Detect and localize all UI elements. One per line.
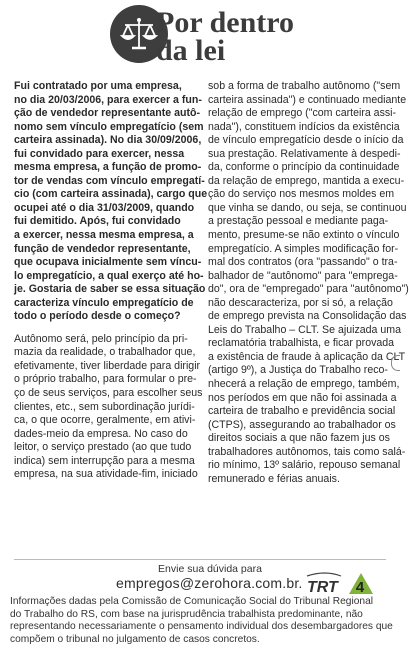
answer-line: nhecerá a relação de emprego, também,: [208, 378, 400, 391]
answer-line: sua prestação. Relativamente à despedi-: [208, 147, 401, 160]
answer-line: a prestação pessoal e mediante paga-: [208, 215, 389, 228]
answer-line: do", ora de "empregado" para "autônomo"): [208, 283, 409, 296]
answer-line: da relação de emprego, mantida a execu-: [208, 174, 405, 187]
question-line: fui convidado para exercer, nessa: [14, 147, 185, 160]
page-edge-mark: [391, 355, 400, 371]
answer-line: ca, o que ocorre, geralmente, em ativi-: [14, 414, 196, 427]
answer-line: empregatício. A simples modificação for-: [208, 242, 399, 255]
answer-line: trabalhadores autônomos, tais como salá-: [208, 445, 406, 458]
title-line-2: da lei: [156, 34, 226, 67]
question-line: caracteriza vínculo empregatício de: [14, 296, 194, 309]
question-line: je. Gostaria de saber se essa situação: [14, 283, 206, 296]
question-line: carteira assinada). No dia 30/09/2006,: [14, 134, 202, 147]
answer-part-2: [208, 80, 409, 486]
page-title: [156, 6, 295, 67]
disclaimer-line: Informações dadas pela Comissão de Comunicação Social do Tribunal Regional: [10, 596, 373, 607]
question-line: no dia 20/03/2006, para exercer a fun-: [14, 93, 202, 106]
answer-line: (artigo 9º), a Justiça do Trabalho reco-: [208, 364, 388, 377]
answer-line: carteira de trabalho e previdência social: [208, 405, 396, 418]
answer-line: nada"), constituem indícios da existência: [208, 120, 400, 133]
answer-line: o próprio trabalho, para formular o pre-: [14, 373, 197, 386]
question-line: nomo sem vínculo empregatício (sem: [14, 120, 204, 133]
answer-part-1: [14, 332, 203, 482]
left-column: [14, 80, 208, 482]
question-line: mesma empresa, a função de promo-: [14, 161, 202, 174]
scales-of-justice-icon: [119, 14, 159, 54]
question-line: função de vendedor representante,: [14, 242, 191, 255]
answer-line: rio mínimo, 13º salário, repouso semanal: [208, 459, 401, 472]
answer-line: balhador de "autônomo" para "emprega-: [208, 269, 398, 282]
question-line: tor de vendas com vínculo empregatí-: [14, 174, 205, 187]
question-line: ocupei até o dia 31/03/2009, quando: [14, 201, 195, 214]
answer-line: Leis do Trabalho – CLT. Se ajuizada uma: [208, 323, 401, 336]
answer-line: sob a forma de trabalho autônomo ("sem: [208, 80, 401, 92]
answer-line: efetivamente, tiver liberdade para dirigir: [14, 359, 201, 372]
disclaimer-line: representando necessariamente o pensamento individual dos desembargadores que: [10, 621, 393, 633]
answer-line: indica) sem interrupção para a mesma: [14, 454, 195, 467]
send-question-label: Envie sua dúvida para: [158, 563, 262, 575]
trt-logo-number: 4: [355, 579, 365, 596]
answer-line: ção do serviço nos mesmos moldes em: [208, 188, 395, 201]
answer-line: carteira assinada") e continuado mediante: [208, 93, 407, 106]
answer-line: mal dos contratos (ora "passando" o tra-: [208, 256, 398, 269]
answer-line: direitos sociais a que não fazem jus os: [208, 432, 390, 445]
answer-line: remunerado e férias anuais.: [208, 472, 340, 485]
answer-line: mazia da realidade, o trabalhador que,: [14, 346, 196, 359]
trt-logo-text: TRT: [307, 579, 338, 596]
disclaimer-line: do Trabalho do RS, com base na jurisprudência trabalhista predominante, não: [10, 608, 363, 620]
answer-line: da, conforme o princípio da continuidade: [208, 161, 400, 174]
question-line: que ocupava inicialmente sem víncu-: [14, 256, 202, 269]
answer-line: clientes, etc., sem subordinação jurídi-: [14, 400, 195, 413]
answer-line: mento, presume-se não extinto o vínculo: [208, 229, 400, 242]
answer-line: que vinha se dando, ou seja, se continuou: [208, 201, 407, 214]
disclaimer-note: [10, 596, 395, 646]
disclaimer-line: compõem o tribunal no julgamento de casos concretos.: [10, 633, 260, 645]
question-line: Fui contratado por uma empresa,: [14, 80, 182, 92]
answer-line: reclamatória trabalhista, e ficar provada: [208, 337, 395, 350]
answer-line: leitor, o serviço prestado (ao que tudo: [14, 441, 192, 454]
title-line-1: Por dentro: [156, 6, 295, 39]
question-line: ção de vendedor representante autô-: [14, 107, 201, 120]
question-line: lo empregatício, a qual exerço até ho-: [14, 269, 204, 282]
answer-line: relação de emprego ("com carteira assi-: [208, 107, 397, 120]
question-line: todo o período desde o começo?: [14, 310, 181, 323]
header: [110, 5, 400, 67]
answer-line: (CTPS), assegurando ao trabalhador os: [208, 418, 396, 431]
reader-question: [14, 80, 208, 324]
contact-email[interactable]: empregos@zerohora.com.br.: [116, 575, 303, 591]
trt4-logo: [305, 570, 383, 596]
answer-line: de vínculo empregatício desde o início da: [208, 134, 404, 147]
answer-line: não descaracteriza, por si só, a relação: [208, 296, 393, 309]
answer-line: ço de seus serviços, para escolher seus: [14, 387, 203, 400]
answer-line: de emprego prevista na Consolidação das: [208, 310, 407, 323]
answer-line: a existência de fraude à aplicação da CLT: [208, 350, 406, 363]
answer-line: empresa, na sua atividade-fim, iniciado: [14, 468, 198, 481]
answer-line: Autônomo será, pelo princípio da pri-: [14, 332, 188, 345]
footer-divider: [14, 559, 386, 560]
question-line: a exercer, nessa mesma empresa, a: [14, 229, 194, 242]
question-line: fui demitido. Após, fui convidado: [14, 215, 181, 228]
question-line: cio (com carteira assinada), cargo que: [14, 188, 208, 201]
answer-line: nos períodos em que não foi assinada a: [208, 391, 397, 404]
answer-line: dades-meio da empresa. No caso do: [14, 427, 188, 440]
